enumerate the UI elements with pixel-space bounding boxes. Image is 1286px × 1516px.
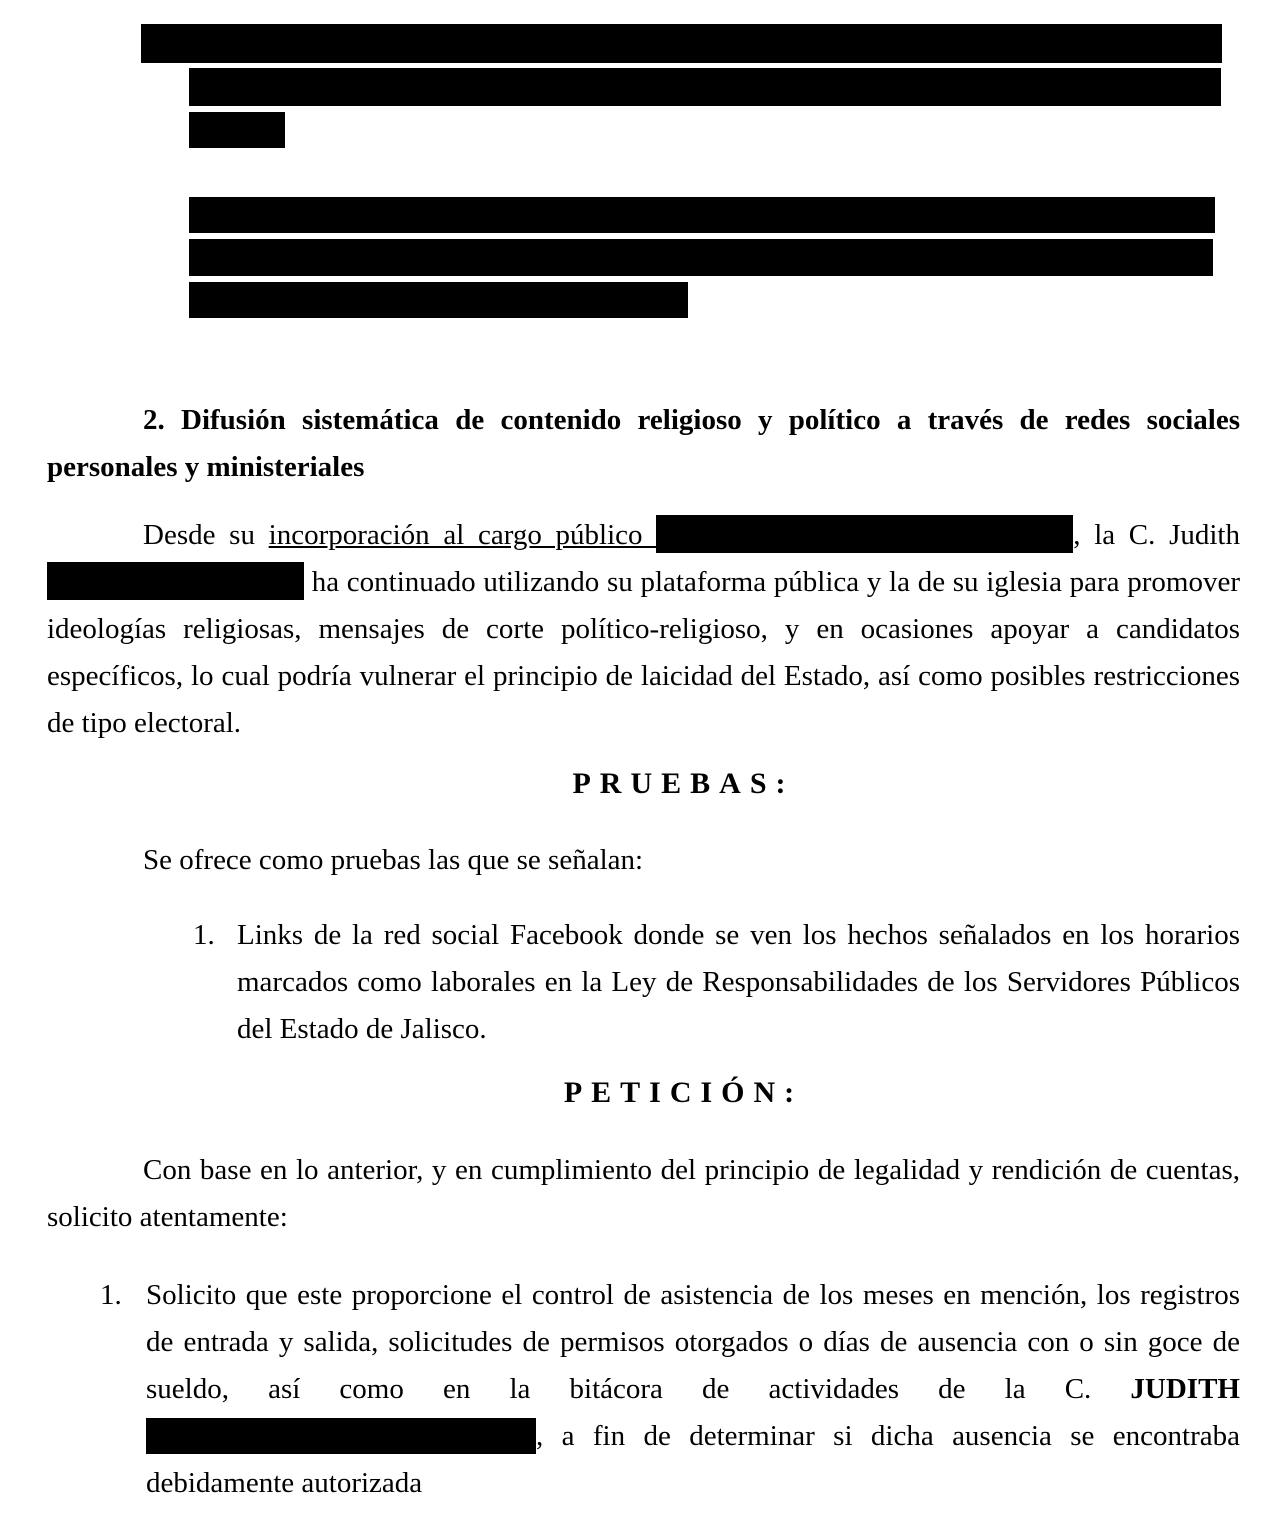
redaction-bar-inline	[146, 1418, 536, 1454]
list-item-number: 1.	[100, 1279, 122, 1311]
peticion-heading: PETICIÓN:	[563, 1076, 804, 1109]
peticion-intro: Con base en lo anterior, y en cumplimiento del principio de legalidad y rendición de cuentas, solicito atentamente:	[47, 1154, 1240, 1233]
redaction-bar	[189, 112, 285, 148]
peticion-list	[47, 1272, 1240, 1507]
peticion-item-text-2: , a fin de determinar si dicha ausencia se encontraba debidamente autorizada	[146, 1420, 1240, 1499]
underlined-phrase: incorporación al cargo público	[268, 519, 657, 551]
redaction-bar	[189, 282, 688, 318]
list-item-number: 1.	[193, 919, 215, 951]
bold-name: JUDITH	[1130, 1373, 1240, 1405]
pruebas-list	[47, 912, 1240, 1053]
paragraph-intro	[47, 512, 1240, 747]
section-2-heading: 2. Difusión sistemática de contenido religioso y político a través de redes sociales personales y ministeriales	[47, 404, 1240, 483]
redaction-bar	[189, 68, 1221, 106]
paragraph-intro-text: , la C. Judith	[1073, 519, 1240, 551]
paragraph-intro-lead: Desde su	[143, 519, 269, 551]
pruebas-list-item: Links de la red social Facebook donde se ven los hechos señalados en los horarios marcados como laborales en la Ley de Responsabilidades de los Servidores Públicos del Estado de Jalisco.	[237, 919, 1240, 1045]
redaction-bar-inline	[656, 515, 1073, 553]
pruebas-intro: Se ofrece como pruebas las que se señalan:	[143, 844, 644, 876]
pruebas-heading: PRUEBAS:	[572, 767, 795, 800]
peticion-item-text: Solicito que este proporcione el control de asistencia de los meses en mención, los registros de entrada y salida, solicitudes de permisos otorgados o días de ausencia con o sin goce de sueldo, así como en la bitácora de actividades de la C.	[146, 1279, 1240, 1405]
peticion-list-item	[146, 1272, 1240, 1507]
redaction-bar	[141, 24, 1222, 63]
redaction-bar-inline	[47, 562, 304, 600]
redaction-bar	[189, 239, 1213, 276]
redaction-bar	[189, 197, 1215, 233]
paragraph-intro-text-2: ha continuado utilizando su plataforma pública y la de su iglesia para promover ideologías religiosas, mensajes de corte político-religioso, y en ocasiones apoyar a candidatos específicos, lo cual podría vulnerar el principio de laicidad del Estado, así como posibles restricciones de tipo electoral.	[47, 566, 1240, 739]
